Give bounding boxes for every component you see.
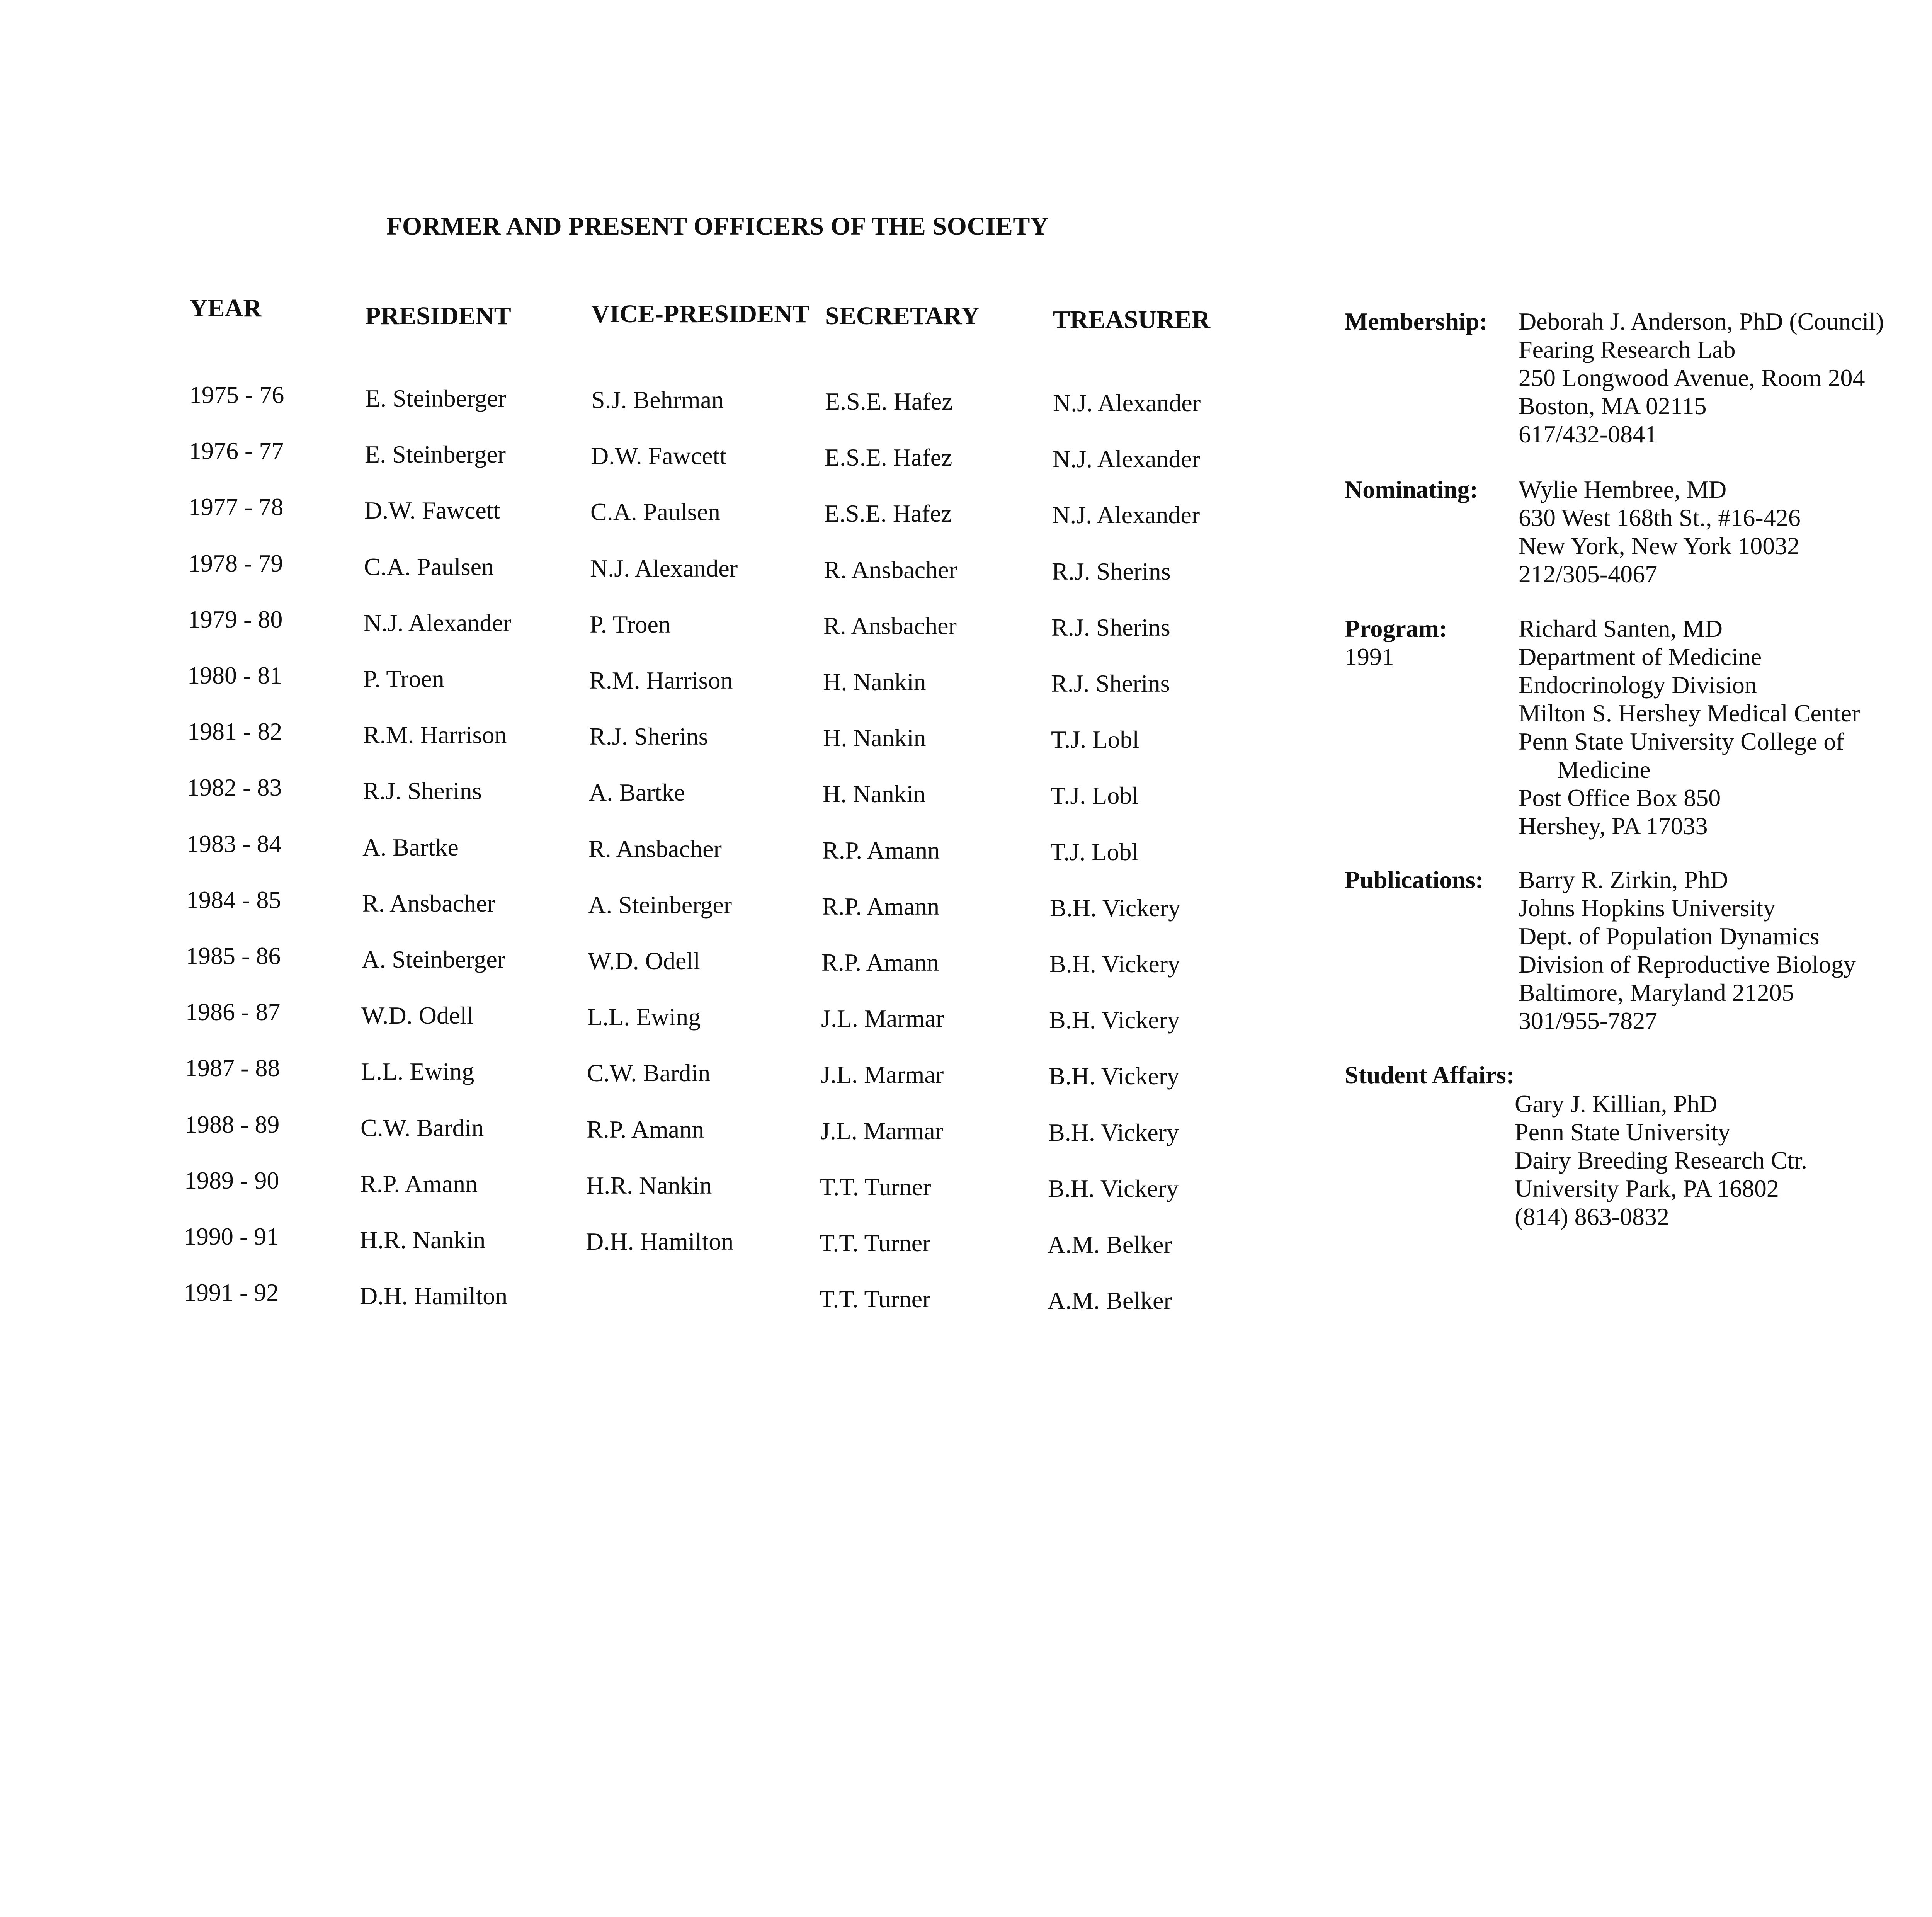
chair-line: Medicine xyxy=(1557,756,1651,783)
chair-line: 250 Longwood Avenue, Room 204 xyxy=(1519,364,1865,391)
president-cell: C.A. Paulsen xyxy=(364,553,494,580)
committee-chair-student-affairs xyxy=(1515,1090,1807,1231)
vice-president-cell: A. Bartke xyxy=(589,779,685,806)
header-year: YEAR xyxy=(189,294,262,322)
committee-label-student-affairs: Student Affairs: xyxy=(1345,1061,1515,1089)
treasurer-cell: B.H. Vickery xyxy=(1049,1062,1180,1090)
committee-label-publications: Publications: xyxy=(1345,866,1484,893)
secretary-cell: R. Ansbacher xyxy=(824,556,957,583)
chair-line: Boston, MA 02115 xyxy=(1519,392,1707,420)
treasurer-cell: N.J. Alexander xyxy=(1053,445,1201,473)
year-cell: 1984 - 85 xyxy=(186,886,281,913)
secretary-cell: R. Ansbacher xyxy=(823,612,957,640)
secretary-cell: H. Nankin xyxy=(823,780,926,808)
year-cell: 1990 - 91 xyxy=(184,1223,279,1250)
treasurer-cell: B.H. Vickery xyxy=(1050,894,1181,922)
treasurer-cell: T.J. Lobl xyxy=(1051,726,1139,754)
chair-line: Johns Hopkins University xyxy=(1519,894,1776,922)
vice-president-cell: R.J. Sherins xyxy=(589,723,708,750)
committee-chair-publications xyxy=(1519,866,1856,1035)
chair-line: Department of Medicine xyxy=(1519,643,1762,670)
secretary-cell: E.S.E. Hafez xyxy=(824,500,952,527)
year-cell: 1991 - 92 xyxy=(184,1279,279,1306)
year-cell: 1976 - 77 xyxy=(189,437,284,465)
president-cell: R.M. Harrison xyxy=(363,721,507,749)
chair-line: 630 West 168th St., #16-426 xyxy=(1519,504,1801,531)
chair-line: Baltimore, Maryland 21205 xyxy=(1519,979,1794,1006)
treasurer-cell: R.J. Sherins xyxy=(1052,557,1171,585)
vice-president-cell: R. Ansbacher xyxy=(588,835,722,862)
vice-president-cell: A. Steinberger xyxy=(588,891,732,919)
president-cell: E. Steinberger xyxy=(365,441,506,468)
president-cell: R.J. Sherins xyxy=(363,777,482,805)
treasurer-cell: B.H. Vickery xyxy=(1049,1006,1180,1034)
chair-line: Barry R. Zirkin, PhD xyxy=(1519,866,1728,893)
vice-president-cell: N.J. Alexander xyxy=(590,554,738,582)
president-cell: E. Steinberger xyxy=(365,384,506,412)
header-vice-president: VICE-PRESIDENT xyxy=(591,300,810,328)
treasurer-cell: B.H. Vickery xyxy=(1049,950,1180,978)
chair-line: University Park, PA 16802 xyxy=(1515,1175,1779,1202)
chair-line: Post Office Box 850 xyxy=(1519,784,1721,811)
secretary-cell: J.L. Marmar xyxy=(821,1061,944,1089)
year-cell: 1978 - 79 xyxy=(188,549,283,577)
vice-president-cell: S.J. Behrman xyxy=(591,386,724,413)
vice-president-cell: P. Troen xyxy=(590,610,671,638)
chair-line: Milton S. Hershey Medical Center xyxy=(1519,699,1860,727)
treasurer-cell: R.J. Sherins xyxy=(1051,613,1170,641)
year-cell: 1981 - 82 xyxy=(187,718,282,745)
secretary-cell: R.P. Amann xyxy=(822,892,940,920)
secretary-cell: H. Nankin xyxy=(823,668,926,696)
secretary-cell: T.T. Turner xyxy=(820,1173,931,1201)
secretary-cell: H. Nankin xyxy=(823,724,926,752)
header-treasurer: TREASURER xyxy=(1053,306,1211,334)
year-cell: 1988 - 89 xyxy=(185,1110,280,1138)
president-cell: P. Troen xyxy=(363,665,444,692)
treasurer-cell: N.J. Alexander xyxy=(1052,501,1200,529)
vice-president-cell: R.M. Harrison xyxy=(589,667,733,694)
year-cell: 1987 - 88 xyxy=(185,1054,280,1082)
chair-line: Deborah J. Anderson, PhD (Council) xyxy=(1519,308,1884,335)
year-cell: 1979 - 80 xyxy=(188,605,283,633)
year-cell: 1985 - 86 xyxy=(186,942,281,970)
secretary-cell: J.L. Marmar xyxy=(820,1117,944,1145)
president-cell: L.L. Ewing xyxy=(361,1058,474,1085)
secretary-cell: R.P. Amann xyxy=(822,836,940,864)
committee-label-program: Program: xyxy=(1345,615,1447,642)
president-cell: N.J. Alexander xyxy=(364,609,512,636)
vice-president-cell: R.P. Amann xyxy=(587,1115,704,1143)
year-cell: 1977 - 78 xyxy=(189,493,284,521)
secretary-cell: E.S.E. Hafez xyxy=(825,444,952,471)
treasurer-cell: A.M. Belker xyxy=(1048,1287,1172,1315)
president-cell: A. Bartke xyxy=(362,833,459,861)
chair-line: Penn State University College of xyxy=(1519,728,1844,755)
committee-chair-nominating xyxy=(1519,475,1801,588)
president-cell: C.W. Bardin xyxy=(361,1114,484,1141)
vice-president-cell: D.H. Hamilton xyxy=(586,1228,734,1255)
vice-president-cell: W.D. Odell xyxy=(588,947,700,975)
committee-chair-program xyxy=(1519,614,1860,840)
chair-line: (814) 863-0832 xyxy=(1515,1203,1669,1230)
chair-line: Dairy Breeding Research Ctr. xyxy=(1515,1146,1808,1174)
chair-line: 617/432-0841 xyxy=(1519,420,1658,448)
president-cell: D.W. Fawcett xyxy=(364,497,500,524)
chair-line: Richard Santen, MD xyxy=(1519,615,1723,642)
treasurer-cell: B.H. Vickery xyxy=(1048,1118,1179,1146)
secretary-cell: J.L. Marmar xyxy=(821,1005,944,1032)
page-title: FORMER AND PRESENT OFFICERS OF THE SOCIETY xyxy=(386,212,1049,240)
chair-line: Endocrinology Division xyxy=(1519,671,1757,699)
treasurer-cell: N.J. Alexander xyxy=(1053,389,1201,417)
header-secretary: SECRETARY xyxy=(825,302,980,330)
chair-line: Gary J. Killian, PhD xyxy=(1515,1090,1718,1118)
president-cell: R.P. Amann xyxy=(360,1170,478,1197)
president-cell: D.H. Hamilton xyxy=(360,1282,508,1310)
year-cell: 1975 - 76 xyxy=(189,381,284,408)
president-cell: W.D. Odell xyxy=(361,1002,474,1029)
treasurer-cell: R.J. Sherins xyxy=(1051,670,1170,697)
vice-president-cell: C.A. Paulsen xyxy=(590,498,720,526)
chair-line: Hershey, PA 17033 xyxy=(1519,812,1708,840)
year-cell: 1982 - 83 xyxy=(187,774,282,801)
year-cell: 1986 - 87 xyxy=(185,998,281,1026)
secretary-cell: T.T. Turner xyxy=(820,1285,931,1313)
vice-president-cell: H.R. Nankin xyxy=(586,1171,712,1199)
chair-line: 301/955-7827 xyxy=(1519,1007,1658,1034)
president-cell: R. Ansbacher xyxy=(362,889,495,917)
treasurer-cell: T.J. Lobl xyxy=(1050,838,1139,866)
treasurer-cell: T.J. Lobl xyxy=(1051,782,1139,810)
secretary-cell: R.P. Amann xyxy=(821,949,939,976)
committee-label-nominating: Nominating: xyxy=(1345,476,1478,503)
chair-line: Dept. of Population Dynamics xyxy=(1519,922,1820,950)
chair-line: 212/305-4067 xyxy=(1519,560,1658,588)
chair-line: Penn State University xyxy=(1515,1118,1731,1146)
vice-president-cell: L.L. Ewing xyxy=(587,1003,701,1031)
secretary-cell: T.T. Turner xyxy=(820,1229,931,1257)
committee-chair-membership xyxy=(1519,307,1884,448)
chair-line: New York, New York 10032 xyxy=(1519,532,1800,560)
chair-line: Division of Reproductive Biology xyxy=(1519,951,1856,978)
president-cell: A. Steinberger xyxy=(362,946,506,973)
committee-label-membership: Membership: xyxy=(1345,308,1488,335)
chair-line: Wylie Hembree, MD xyxy=(1519,476,1727,503)
vice-president-cell: C.W. Bardin xyxy=(587,1059,711,1087)
year-cell: 1983 - 84 xyxy=(187,830,282,857)
year-cell: 1989 - 90 xyxy=(184,1166,279,1194)
year-cell: 1980 - 81 xyxy=(187,662,282,689)
vice-president-cell: D.W. Fawcett xyxy=(591,442,727,470)
chair-line: Fearing Research Lab xyxy=(1519,336,1736,363)
secretary-cell: E.S.E. Hafez xyxy=(825,388,953,415)
committee-year: 1991 xyxy=(1345,643,1394,670)
header-president: PRESIDENT xyxy=(365,302,511,330)
treasurer-cell: A.M. Belker xyxy=(1048,1231,1172,1258)
treasurer-cell: B.H. Vickery xyxy=(1048,1174,1179,1202)
president-cell: H.R. Nankin xyxy=(360,1226,486,1254)
